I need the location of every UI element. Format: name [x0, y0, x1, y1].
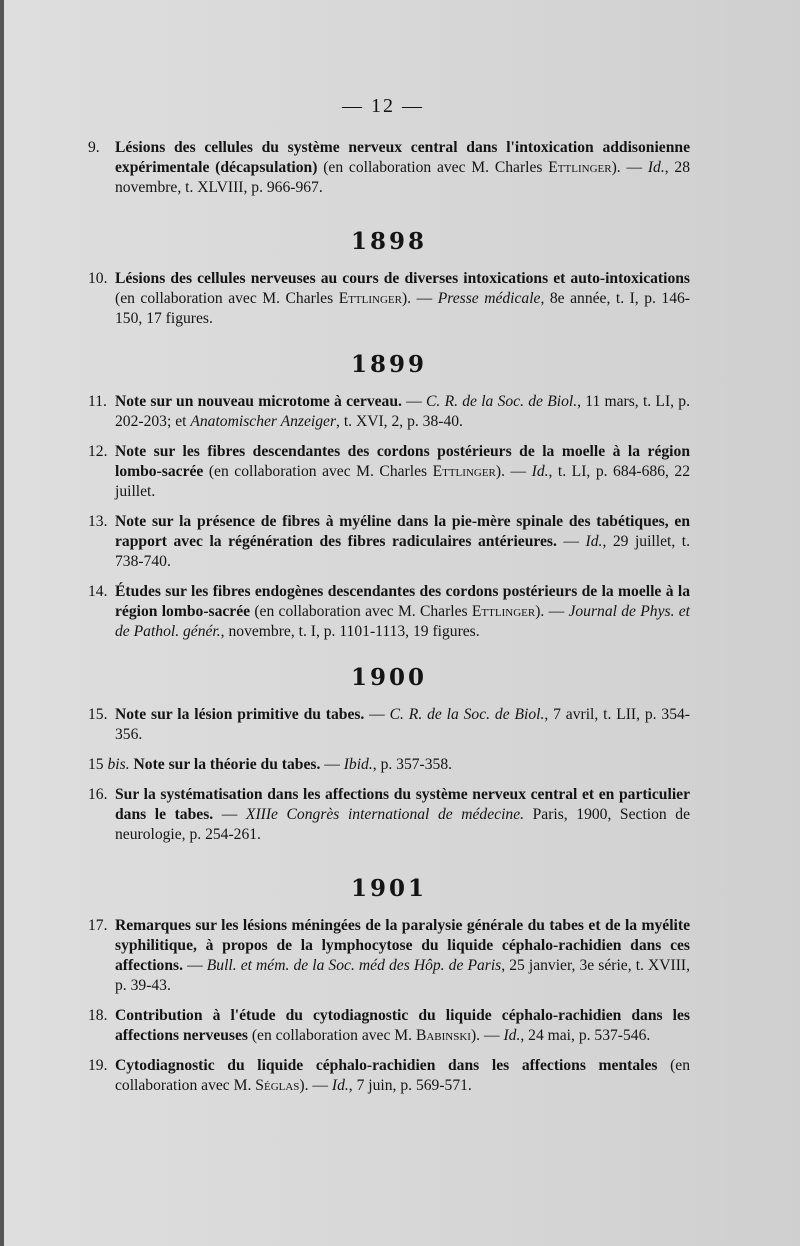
entry-9	[88, 138, 690, 198]
entry-author: Babinski	[415, 1027, 471, 1044]
entry-bis: bis.	[107, 756, 130, 773]
entry-19	[88, 1056, 690, 1096]
year-heading: 1901	[350, 875, 427, 902]
entry-13	[88, 512, 690, 572]
entry-number: 12.	[88, 443, 108, 460]
entry-sep: —	[183, 957, 207, 974]
entry-journal: Id.	[331, 1077, 349, 1094]
entry-15-bis	[88, 755, 690, 775]
entry-sep: —	[401, 393, 427, 410]
entry-title: Contribution à l'étude du cytodiagnostic du liquide céphalo-rachidien dans les affections nerveuses	[115, 1007, 690, 1044]
entry-title: Lésions des cellules nerveuses au cours de diverses intoxications et auto-intoxications	[115, 270, 690, 287]
entry-10	[88, 269, 690, 329]
entry-number: 14.	[88, 583, 108, 600]
entry-16	[88, 785, 690, 845]
entry-text	[115, 582, 690, 642]
entry-number: 16.	[88, 786, 108, 803]
entry-author: Ettlinger	[432, 463, 496, 480]
page-edge	[0, 0, 4, 1246]
entry-text	[115, 916, 690, 996]
entry-author: Ettlinger	[338, 290, 402, 307]
entry-number: 15	[88, 756, 104, 773]
entry-number: 13.	[88, 513, 108, 530]
entry-ref: , 29 juillet, t. 738-740.	[115, 533, 690, 570]
entry-sep: ). —	[495, 463, 532, 480]
entry-journal: XIIIe Congrès international de médecine.	[245, 806, 525, 823]
entry-number: 18.	[88, 1007, 108, 1024]
entry-12	[88, 442, 690, 502]
entry-journal: Bull. et mém. de la Soc. méd des Hôp. de Paris	[206, 957, 502, 974]
entry-ref: Paris, 1900, Section de neurologie, p. 254-261.	[115, 806, 690, 843]
entry-title: Note sur les fibres descendantes des cordons postérieurs de la moelle à la région lombo-sacrée	[115, 443, 690, 480]
entry-journal: Presse médicale	[437, 290, 541, 307]
entry-sep: —	[556, 533, 586, 550]
entry-text	[115, 785, 690, 845]
entry-title: Lésions des cellules du système nerveux central dans l'intoxication addisonienne expérimentale (décapsulation)	[115, 139, 690, 176]
entry-ref: , 25 janvier, 3e série, t. XVIII, p. 39-43.	[115, 957, 691, 994]
entry-sep: —	[364, 706, 390, 723]
entry-ref: , 11 mars, t. LI, p. 202-203; et	[115, 393, 690, 430]
entry-ref: , 7 avril, t. LII, p. 354-356.	[115, 706, 690, 743]
entry-author: Séglas	[255, 1077, 300, 1094]
entry-sep: ). —	[401, 290, 438, 307]
entry-text	[115, 138, 690, 198]
entry-15	[88, 705, 690, 745]
entry-journal: C. R. de la Soc. de Biol.	[426, 393, 578, 410]
page-number: — 12 —	[342, 95, 424, 117]
entry-text	[115, 269, 690, 329]
entry-title: Note sur la théorie du tabes.	[133, 756, 321, 773]
entry-title: Note sur un nouveau microtome à cerveau.	[115, 393, 402, 410]
entry-journal: Id.	[503, 1027, 521, 1044]
entry-title: Note sur la lésion primitive du tabes.	[115, 706, 365, 723]
entry-note: (en collaboration avec M.	[115, 1057, 690, 1094]
entry-journal: Journal de Phys. et de Pathol. génér.	[115, 603, 691, 640]
entry-text	[88, 755, 690, 775]
entry-note: (en collaboration avec M. Charles	[250, 603, 472, 620]
entry-sep: ). —	[611, 159, 648, 176]
entry-author: Ettlinger	[471, 603, 536, 620]
entry-journal-2: Anatomischer Anzeiger	[190, 413, 337, 430]
entry-number: 15.	[88, 706, 108, 723]
year-heading: 1900	[350, 664, 427, 691]
entry-ref: , 28 novembre, t. XLVIII, p. 966-967.	[115, 159, 691, 196]
year-heading: 1898	[350, 228, 427, 255]
entry-ref: , t. LI, p. 684-686, 22 juillet.	[115, 463, 691, 500]
entry-note: (en collaboration avec M.	[247, 1027, 416, 1044]
entry-text	[115, 512, 690, 572]
entry-14	[88, 582, 690, 642]
entry-title: Remarques sur les lésions méningées de la paralysie générale du tabes et de la myélite syphilitique, à propos de la lymphocytose du liquide céphalo-rachidien dans ces affections.	[115, 917, 690, 974]
entry-title: Note sur la présence de fibres à myéline dans la pie-mère spinale des tabétiques, en rapport avec la régénération des fibres radiculaires antérieures.	[115, 513, 690, 550]
entry-text	[115, 1006, 690, 1046]
entry-note: (en collaboration avec M. Charles	[115, 290, 339, 307]
entry-note: (en collaboration avec M. Charles	[317, 159, 549, 176]
entry-11	[88, 392, 690, 432]
entry-journal: Id.	[585, 533, 603, 550]
entry-sep: ). —	[470, 1027, 504, 1044]
entry-ref: , 7 juin, p. 569-571.	[348, 1077, 472, 1094]
entry-number: 19.	[88, 1057, 108, 1074]
entry-sep: —	[213, 806, 246, 823]
entry-18	[88, 1006, 690, 1046]
entry-text	[115, 442, 690, 502]
entry-sep: —	[320, 756, 344, 773]
bibliography-list	[88, 138, 690, 1106]
entry-ref: , t. XVI, 2, p. 38-40.	[336, 413, 463, 430]
entry-text	[115, 705, 690, 745]
entry-number: 10.	[88, 270, 108, 287]
entry-title: Études sur les fibres endogènes descendantes des cordons postérieurs de la moelle à la région lombo-sacrée	[115, 583, 690, 620]
entry-number: 9.	[88, 139, 100, 156]
entry-journal: Id.	[531, 463, 549, 480]
entry-note: (en collaboration avec M. Charles	[203, 463, 433, 480]
entry-journal: C. R. de la Soc. de Biol.	[389, 706, 545, 723]
entry-sep: ). —	[535, 603, 569, 620]
entry-number: 17.	[88, 917, 108, 934]
entry-author: Ettlinger	[548, 159, 612, 176]
entry-text	[115, 1056, 690, 1096]
entry-ref: , 8e année, t. I, p. 146-150, 17 figures.	[115, 290, 690, 327]
entry-title: Cytodiagnostic du liquide céphalo-rachidien dans les affections mentales	[115, 1057, 658, 1074]
entry-journal: Ibid.	[343, 756, 373, 773]
entry-ref: , 24 mai, p. 537-546.	[520, 1027, 651, 1044]
entry-number: 11.	[88, 393, 107, 410]
entry-ref: , p. 357-358.	[372, 756, 453, 773]
year-heading: 1899	[350, 351, 427, 378]
entry-title: Sur la systématisation dans les affections du système nerveux central et en particulier dans le tabes.	[115, 786, 690, 823]
entry-journal: Id.	[647, 159, 665, 176]
entry-17	[88, 916, 690, 996]
entry-text	[115, 392, 690, 432]
entry-sep: ). —	[299, 1077, 332, 1094]
entry-ref: , novembre, t. I, p. 1101-1113, 19 figures.	[220, 623, 480, 640]
